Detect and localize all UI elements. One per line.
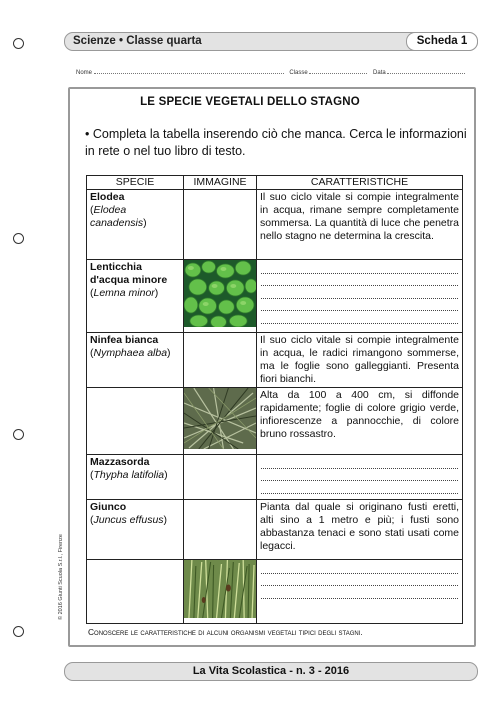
image-cell-empty[interactable] — [184, 190, 257, 260]
species-scientific: (Thypha latifolia) — [90, 469, 168, 481]
image-cell — [184, 260, 257, 333]
header-species: SPECIE — [87, 176, 184, 190]
instructions: • Completa la tabella inserendo ciò che manca. Cerca le informazioni in rete o nel tuo libro di testo. — [85, 127, 467, 158]
copyright-note: © 2016 Giunti Scuola S.r.l., Firenze — [58, 534, 64, 620]
image-cell-empty[interactable] — [184, 333, 257, 388]
characteristics-cell-blank[interactable] — [257, 260, 463, 333]
binder-hole-3 — [13, 429, 24, 440]
table-row — [87, 190, 463, 260]
student-info-row — [76, 67, 472, 76]
duckweed-photo — [184, 260, 256, 327]
binder-hole-2 — [13, 233, 24, 244]
name-label: Nome — [76, 70, 93, 76]
header-image: IMMAGINE — [184, 176, 257, 190]
date-label: Data — [373, 70, 386, 76]
name-field[interactable] — [94, 67, 284, 74]
table-row — [87, 560, 463, 624]
characteristics-cell: Alta da 100 a 400 cm, si diffonde rapidamente; foglie di colore grigio verde, infiorescenze a pannocchie, di colore bruno rossastro. — [257, 388, 463, 455]
species-cell — [87, 455, 184, 500]
species-name: Giunco — [90, 501, 127, 513]
species-cell-blank[interactable] — [87, 388, 184, 455]
species-scientific: (Nymphaea alba) — [90, 347, 171, 359]
table-row — [87, 333, 463, 388]
characteristics-cell: Il suo ciclo vitale si compie integralmente in acqua, le radici rimangono sommerse, ma le foglie sono galleggianti. Presenta fiori bianchi. — [257, 333, 463, 388]
characteristics-cell-blank[interactable] — [257, 455, 463, 500]
species-cell-blank[interactable] — [87, 560, 184, 624]
species-scientific: (Elodea canadensis) — [90, 204, 147, 229]
header-bar — [64, 32, 478, 51]
reed-plant-photo — [184, 388, 256, 449]
species-name: Lenticchia d'acqua minore — [90, 261, 168, 286]
species-scientific: (Lemna minor) — [90, 287, 159, 299]
image-cell-empty[interactable] — [184, 500, 257, 560]
date-field[interactable] — [387, 67, 465, 74]
table-row — [87, 260, 463, 333]
sheet-badge: Scheda 1 — [406, 32, 478, 51]
characteristics-cell-blank[interactable] — [257, 560, 463, 624]
species-scientific: (Juncus effusus) — [90, 514, 168, 526]
characteristics-cell: Il suo ciclo vitale si compie integralmente in acqua, rimane sempre completamente sommersa. La quantità di luce che penetra nello stagno ne determina la crescita. — [257, 190, 463, 260]
class-label: Classe — [289, 70, 308, 76]
table-row — [87, 388, 463, 455]
class-field[interactable] — [309, 67, 367, 74]
table-row — [87, 500, 463, 560]
species-name: Ninfea bianca — [90, 334, 159, 346]
species-cell — [87, 190, 184, 260]
subject-label: Scienze • Classe quarta — [73, 35, 202, 47]
image-cell — [184, 388, 257, 455]
species-table — [86, 175, 463, 624]
footer-bar: La Vita Scolastica - n. 3 - 2016 — [64, 662, 478, 681]
learning-objective: Conoscere le caratteristiche di alcuni organismi vegetali tipici degli stagni. — [88, 627, 363, 637]
worksheet-title: LE SPECIE VEGETALI DELLO STAGNO — [140, 96, 360, 108]
species-name: Mazzasorda — [90, 456, 150, 468]
binder-hole-1 — [13, 38, 24, 49]
species-cell — [87, 260, 184, 333]
species-cell — [87, 333, 184, 388]
header-characteristics: CARATTERISTICHE — [257, 176, 463, 190]
image-cell — [184, 560, 257, 624]
table-row — [87, 455, 463, 500]
characteristics-cell: Pianta dal quale si originano fusti eretti, alti sino a 1 metro e più; i fusti sono abbastanza tenaci e sono stati usati come legacci. — [257, 500, 463, 560]
image-cell-empty[interactable] — [184, 455, 257, 500]
species-name: Elodea — [90, 191, 125, 203]
species-cell — [87, 500, 184, 560]
table-header-row — [87, 176, 463, 190]
binder-hole-4 — [13, 626, 24, 637]
rush-plant-photo — [184, 560, 256, 618]
